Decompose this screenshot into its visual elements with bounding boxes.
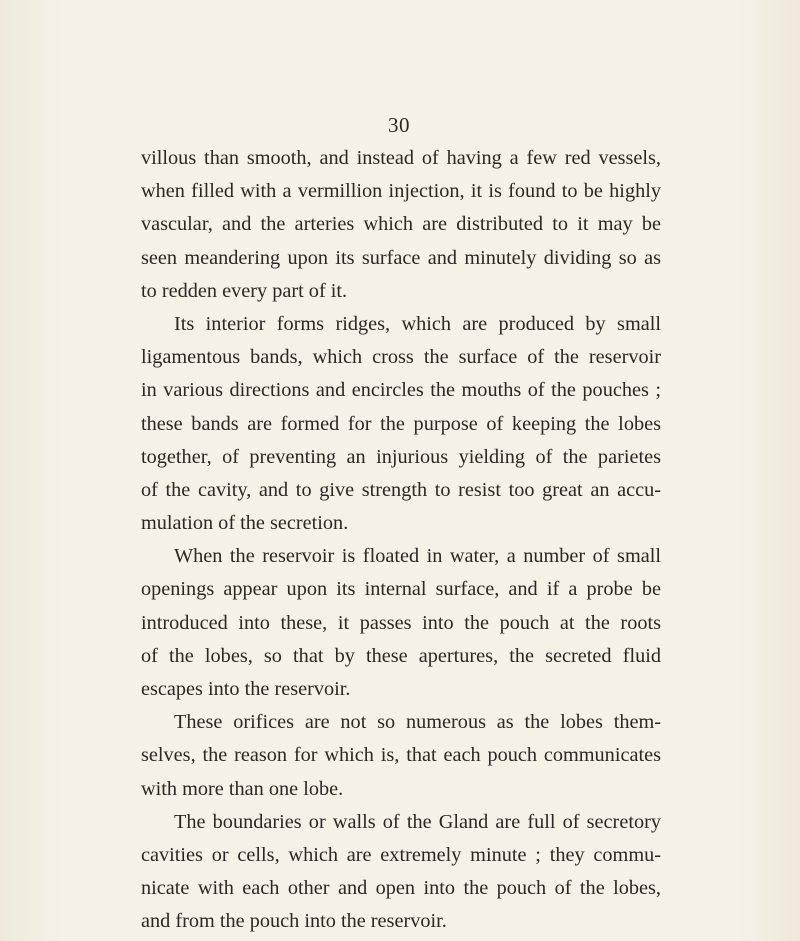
text-line: and from the pouch into the reservoir. — [141, 910, 447, 933]
text-line: ligamentous bands, which cross the surface of the reservoir — [141, 346, 661, 369]
text-line: nicate with each other and open into the pouch of the lobes, — [141, 877, 661, 900]
text-line: together, of preventing an injurious yielding of the parietes — [141, 445, 661, 468]
text-line: cavities or cells, which are extremely minute ; they commu- — [141, 843, 661, 866]
text-line: villous than smooth, and instead of having a few red vessels, — [141, 147, 661, 169]
text-line: with more than one lobe. — [141, 777, 344, 800]
text-line: of the lobes, so that by these apertures, the secreted fluid — [141, 644, 661, 667]
text-line: these bands are formed for the purpose of keeping the lobes — [141, 412, 661, 435]
text-line: selves, the reason for which is, that each pouch communicates — [141, 744, 661, 767]
body-text — [141, 142, 661, 939]
text-line: escapes into the reservoir. — [141, 678, 351, 700]
text-line: when filled with a vermillion injection, it is found to be highly — [141, 180, 661, 203]
text-line: of the cavity, and to give strength to resist too great an accu- — [141, 478, 661, 501]
text-line: openings appear upon its internal surface, and if a probe be — [141, 578, 661, 601]
text-line: in various directions and encircles the mouths of the pouches ; — [141, 379, 661, 402]
text-line: The boundaries or walls of the Gland are full of secretory — [174, 810, 661, 833]
text-line: When the reservoir is floated in water, a number of small — [174, 545, 661, 568]
text-line: to redden every part of it. — [141, 279, 348, 302]
text-line: vascular, and the arteries which are distributed to it may be — [141, 213, 661, 236]
text-line: seen meandering upon its surface and minutely dividing so as — [141, 246, 661, 269]
text-line: These orifices are not so numerous as the lobes them- — [174, 711, 661, 734]
page-number: 30 — [388, 113, 410, 137]
text-line: introduced into these, it passes into the pouch at the roots — [141, 611, 661, 634]
text-line: Its interior forms ridges, which are produced by small — [174, 312, 661, 335]
text-line: mulation of the secretion. — [141, 512, 349, 535]
